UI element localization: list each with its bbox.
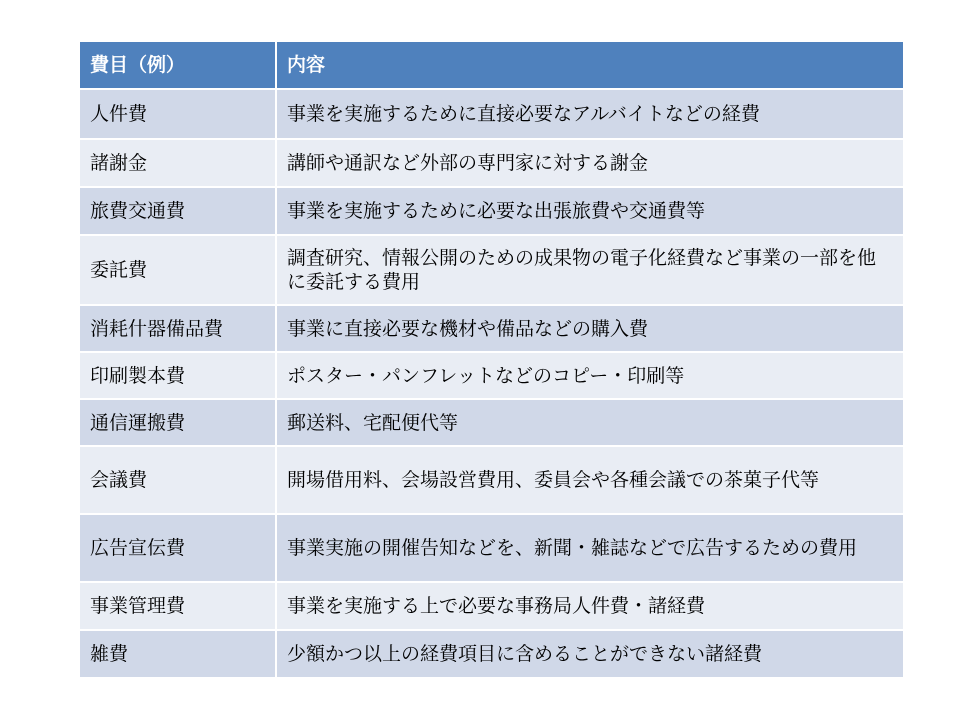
expense-item: 雑費	[80, 631, 277, 677]
table-row	[80, 140, 903, 188]
expense-content: 事業を実施するために直接必要なアルバイトなどの経費	[287, 103, 760, 125]
expense-item: 通信運搬費	[80, 400, 277, 445]
expense-item: 会議費	[80, 447, 277, 513]
expense-content: ポスター・パンフレットなどのコピー・印刷等	[287, 364, 685, 387]
table-row	[80, 515, 903, 583]
expense-item: 委託費	[80, 236, 277, 304]
expense-content: 開場借用料、会場設営費用、委員会や各種会議での茶菓子代等	[287, 469, 820, 491]
expense-item: 諸謝金	[80, 140, 277, 186]
expense-content: 事業を実施する上で必要な事務局人件費・諸経費	[287, 595, 706, 617]
expense-item: 人件費	[80, 90, 277, 138]
header-content-column: 内容	[287, 54, 326, 76]
table-header-row	[80, 42, 903, 90]
table-row	[80, 188, 903, 236]
table-row	[80, 400, 903, 447]
table-row	[80, 353, 903, 400]
expense-item: 事業管理費	[80, 583, 277, 629]
expense-content: 講師や通訳など外部の専門家に対する謝金	[287, 152, 649, 174]
table-row	[80, 583, 903, 631]
expense-item: 広告宣伝費	[80, 515, 277, 581]
header-item-column: 費目（例）	[80, 42, 277, 88]
expense-item: 旅費交通費	[80, 188, 277, 234]
expense-content: 事業に直接必要な機材や備品などの購入費	[287, 317, 649, 340]
expense-content: 調査研究、情報公開のための成果物の電子化経費など事業の一部を他に委託する費用	[287, 247, 877, 293]
table-row	[80, 447, 903, 515]
expense-content: 事業実施の開催告知などを、新聞・雑誌などで広告するための費用	[287, 537, 858, 559]
expense-content: 郵送料、宅配便代等	[287, 411, 459, 434]
expense-content: 事業を実施するために必要な出張旅費や交通費等	[287, 200, 706, 222]
table-row	[80, 306, 903, 353]
expense-item: 消耗什器備品費	[80, 306, 277, 351]
expense-content: 少額かつ以上の経費項目に含めることができない諸経費	[287, 643, 763, 665]
expense-table	[80, 42, 903, 679]
table-row	[80, 90, 903, 140]
expense-item: 印刷製本費	[80, 353, 277, 398]
table-row	[80, 236, 903, 306]
table-row	[80, 631, 903, 679]
